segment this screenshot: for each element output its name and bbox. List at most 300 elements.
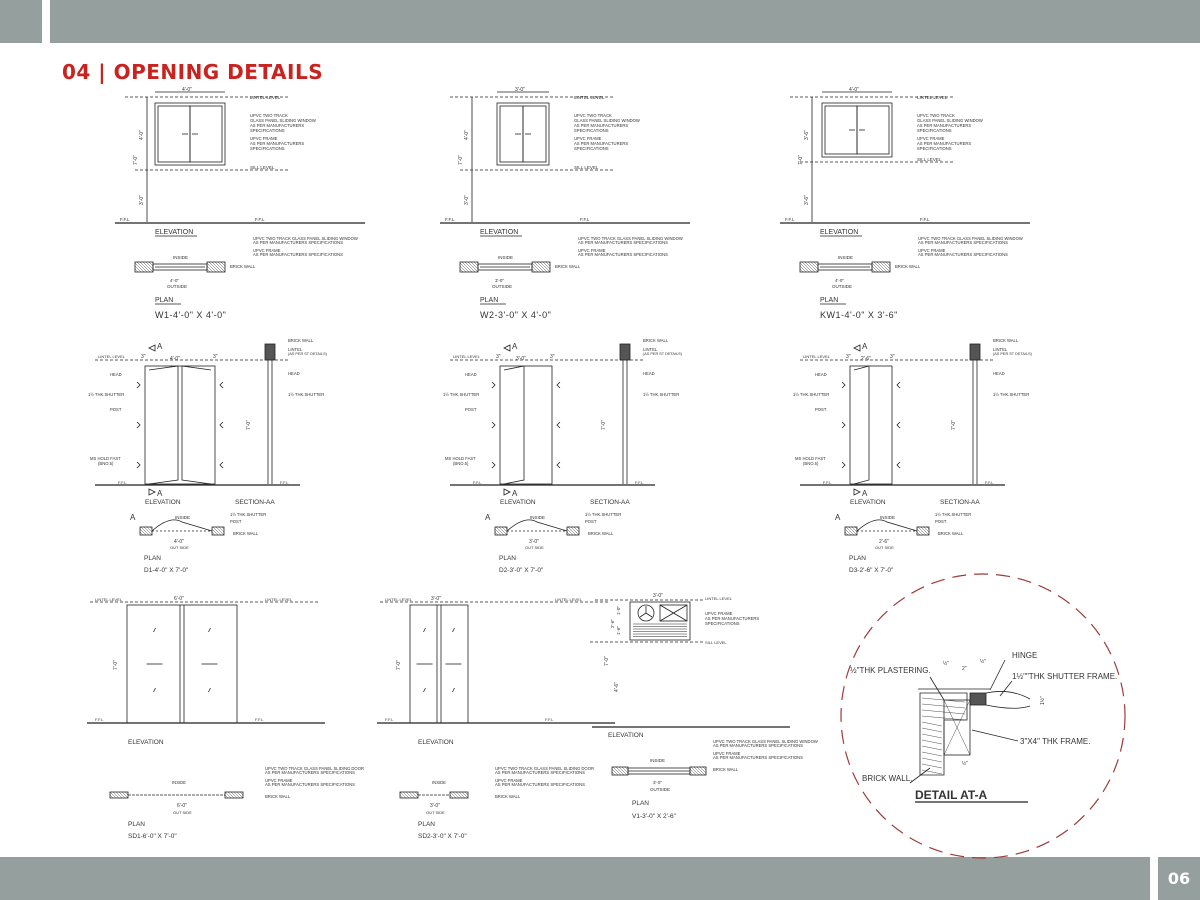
window-name: KW1-4'-0" X 3'-6" xyxy=(820,310,898,320)
hatch-line xyxy=(534,262,544,272)
section-marker-label: A xyxy=(157,342,163,351)
hatch-line xyxy=(122,792,128,798)
door-height-label: 7'-0" xyxy=(601,420,607,430)
plan-note: UPVC TWO TRACK GLASS PANEL SLIDING WINDOW xyxy=(578,236,683,241)
plan-note: UPVC FRAME xyxy=(713,751,741,756)
sd-height-label: 7'-0" xyxy=(113,660,119,670)
door-frame xyxy=(500,366,552,484)
hatch-line xyxy=(877,262,887,272)
head-label: HEAD xyxy=(288,371,300,376)
section-marker-label: A xyxy=(862,489,868,498)
lintel-ref-label: (AS PER ST DETAILS) xyxy=(643,352,682,356)
ms-hold-label: MS HOLD FAST xyxy=(795,456,826,461)
lintel-label: LINTEL xyxy=(288,347,303,352)
dim-label: ½" xyxy=(980,659,986,665)
ffl-label: F.F.L xyxy=(445,217,455,222)
shutter-label: 1½ THK.SHUTTER xyxy=(643,392,680,397)
hatch-line xyxy=(612,772,615,775)
ffl-label: F.F.L xyxy=(120,217,130,222)
shutter-label: 1½ THK.SHUTTER xyxy=(585,512,622,517)
page-title: 04 | OPENING DETAILS xyxy=(62,60,324,84)
hatch-line xyxy=(852,527,857,532)
hatch-line xyxy=(231,792,237,798)
hinge-label: HINGE xyxy=(1012,651,1038,660)
hatch-line xyxy=(412,792,418,798)
hatch-line xyxy=(400,795,403,798)
brick-wall-label: BRICK WALL xyxy=(495,794,521,799)
leader-hinge xyxy=(990,660,1005,690)
section-title: SECTION-AA xyxy=(940,499,980,506)
head-label: HEAD xyxy=(465,372,477,377)
lintel-level-label: LINTEL LEVEL xyxy=(705,596,732,601)
hatch-line xyxy=(495,532,498,535)
hatch-line xyxy=(119,792,125,798)
hinge-mark-left xyxy=(842,462,845,468)
wall-hatch-line xyxy=(922,734,942,738)
inside-label: INSIDE xyxy=(498,255,514,260)
post-label: POST xyxy=(935,519,947,524)
hatch-line xyxy=(147,527,152,532)
door-width-label: 2'-6" xyxy=(861,356,871,362)
dim-label: ½" xyxy=(943,661,949,667)
plan-title: PLAN xyxy=(632,800,649,807)
lintel-level-label: LINTEL LEVEL xyxy=(803,354,830,359)
ffl-label: F.F.L xyxy=(985,480,994,485)
sd-height-label: 7'-0" xyxy=(396,660,402,670)
post-label: POST xyxy=(230,519,242,524)
hatch-line xyxy=(845,532,848,535)
hatch-line xyxy=(700,767,706,773)
plan-title: PLAN xyxy=(144,555,161,562)
jamb-dimension: 3" xyxy=(496,354,501,360)
lintel-section xyxy=(620,344,630,360)
hinge-mark-left xyxy=(137,382,140,388)
plan-note: AS PER MANUFACTURERS SPECIFICATIONS xyxy=(265,782,355,787)
wall-hatch-line xyxy=(922,746,942,750)
hatch-line xyxy=(532,269,535,272)
brick-wall-label: BRICK WALL xyxy=(895,264,921,269)
lintel-section xyxy=(265,344,275,360)
note-specifications: SPECIFICATIONS xyxy=(250,128,285,133)
outside-label: OUT SIDE xyxy=(426,810,445,815)
total-height-label: 7'-0" xyxy=(458,155,464,165)
note-as-per: AS PER MANUFACTURERS xyxy=(705,616,760,621)
lintel-level-label: LINTEL LEVEL xyxy=(95,597,122,602)
wall-hatch-line xyxy=(922,710,965,714)
sill-level-label: SILL LEVEL xyxy=(250,165,275,170)
hatch-line xyxy=(567,532,570,535)
head-label: HEAD xyxy=(815,372,827,377)
hatch-line xyxy=(502,527,507,532)
plan-width-label: 4'-0" xyxy=(170,278,179,283)
sill-height-label: 3'-6" xyxy=(804,195,810,205)
brick-wall-label: BRICK WALL xyxy=(288,338,314,343)
hatch-line xyxy=(135,269,138,272)
ms-hold-label: MS HOLD FAST xyxy=(445,456,476,461)
outside-label: OUTSIDE xyxy=(650,787,671,792)
plan-note: UPVC TWO TRACK GLASS PANEL SLIDING WINDOW xyxy=(253,236,358,241)
hatch-line xyxy=(218,262,225,269)
section-title: SECTION-AA xyxy=(590,499,630,506)
hatch-line xyxy=(137,262,147,272)
hatch-line xyxy=(537,262,547,272)
hatch-line xyxy=(113,792,119,798)
ffl-label: F.F.L xyxy=(635,480,644,485)
shutter-curve xyxy=(986,705,1030,708)
hinge-mark-right xyxy=(897,382,900,388)
door-name: D1-4'-0" X 7'-0" xyxy=(144,567,189,574)
leader-frame xyxy=(972,730,1018,741)
sd-frame xyxy=(127,605,237,723)
sill-level-label: SILL LEVEL xyxy=(574,165,599,170)
window-name: W1-4'-0" X 4'-0" xyxy=(155,310,227,320)
hatch-line xyxy=(459,792,465,798)
hinge-mark-right xyxy=(557,422,560,428)
width-label: 3'-0" xyxy=(515,87,525,93)
brick-wall-label: BRICK WALL xyxy=(938,531,964,536)
ms-hold-label: (BNO.5) xyxy=(453,461,469,466)
hatch-line xyxy=(403,792,409,798)
section-marker-top xyxy=(504,345,510,351)
hatch-line xyxy=(140,532,143,535)
hatch-line xyxy=(625,767,628,770)
hinge-mark-right xyxy=(220,462,223,468)
lintel-level-label: LINTEL LEVEL xyxy=(574,95,605,100)
hinge-mark-left xyxy=(492,422,495,428)
vent-height: 2'-6" xyxy=(610,619,615,628)
plan-title: PLAN xyxy=(499,555,516,562)
hinge-mark-left xyxy=(137,462,140,468)
shutter-label: 1½ THK.SHUTTER xyxy=(793,392,830,397)
vent-sill: 4'-6" xyxy=(614,682,620,692)
wall-hatch-line xyxy=(922,764,942,768)
hatch-line xyxy=(543,262,550,269)
wall-hatch-line xyxy=(922,716,965,720)
outside-label: OUT SIDE xyxy=(170,545,189,550)
vent-part2: 1'-6" xyxy=(616,626,621,635)
elevation-title: ELEVATION xyxy=(500,499,536,506)
hinge-mark-left xyxy=(137,422,140,428)
height-label: 4'-0" xyxy=(139,130,145,140)
vent-width-label: 3'-0" xyxy=(653,593,663,599)
door-shutter-left xyxy=(504,366,524,484)
elevation-title: ELEVATION xyxy=(155,229,194,236)
door-swing xyxy=(507,520,567,531)
hatch-line xyxy=(532,266,538,272)
sd-plan-width: 6'-0" xyxy=(177,803,187,809)
plan-title: PLAN xyxy=(128,821,145,828)
note-as-per: AS PER MANUFACTURERS xyxy=(574,141,629,146)
hinge-mark-right xyxy=(557,462,560,468)
plan-note: UPVC FRAME xyxy=(265,778,293,783)
section-marker-bottom xyxy=(854,489,860,495)
plan-note: UPVC FRAME xyxy=(253,248,281,253)
elevation-title: ELEVATION xyxy=(128,739,164,746)
wall-hatch-line xyxy=(922,752,942,756)
sill-height-label: 3'-0" xyxy=(139,195,145,205)
hatch-line xyxy=(110,792,116,798)
ffl-label: F.F.L xyxy=(118,480,127,485)
plan-note: AS PER MANUFACTURERS SPECIFICATIONS xyxy=(918,252,1008,257)
outside-label: OUT SIDE xyxy=(173,810,192,815)
hatch-line xyxy=(400,792,406,798)
note-specifications: SPECIFICATIONS xyxy=(917,128,952,133)
hatch-line xyxy=(567,529,573,535)
hatch-line xyxy=(228,792,234,798)
note-as-per: AS PER MANUFACTURERS xyxy=(574,123,629,128)
plan-width-label: 4'-0" xyxy=(835,278,844,283)
hatch-line xyxy=(805,262,815,272)
lintel-level-label: LINTEL LEVEL xyxy=(917,95,948,100)
elevation-title: ELEVATION xyxy=(145,499,181,506)
sill-height-label: 3'-0" xyxy=(464,195,470,205)
shutter-label: 1½ THK.SHUTTER xyxy=(443,392,480,397)
glass-mark xyxy=(424,628,426,632)
frame-label: 3"X4" THK FRAME. xyxy=(1020,737,1091,746)
shutter-curve xyxy=(986,691,1030,699)
elevation-title: ELEVATION xyxy=(820,229,859,236)
hatch-line xyxy=(415,792,418,795)
elevation-title: ELEVATION xyxy=(418,739,454,746)
hatch-line xyxy=(872,269,875,272)
hinge-mark-left xyxy=(842,382,845,388)
hatch-line xyxy=(450,795,453,798)
door-height-label: 7'-0" xyxy=(951,420,957,430)
note-specifications: SPECIFICATIONS xyxy=(574,146,609,151)
leader-shutter xyxy=(1000,681,1012,696)
note-as-per: AS PER MANUFACTURERS xyxy=(250,123,305,128)
hatch-line xyxy=(883,262,890,269)
sill-level-label: SILL LEVEL xyxy=(917,157,942,162)
section-title: SECTION-AA xyxy=(235,499,275,506)
plastering-label: ½"THK PLASTERING. xyxy=(850,666,931,675)
plan-note: AS PER MANUFACTURERS SPECIFICATIONS xyxy=(578,252,668,257)
inside-label: INSIDE xyxy=(880,515,896,520)
door-name: D3-2'-6" X 7'-0" xyxy=(849,567,894,574)
hatch-line xyxy=(234,792,240,798)
note-upvc-track: UPVC TWO TRACK xyxy=(917,113,955,118)
hatch-line xyxy=(207,266,213,272)
hatch-line xyxy=(612,769,618,775)
post-label: POST xyxy=(815,407,827,412)
plan-note: AS PER MANUFACTURERS SPECIFICATIONS xyxy=(253,252,343,257)
detail-circle xyxy=(841,574,1125,858)
plan-width-label: 3'-0" xyxy=(495,278,504,283)
door-shutter-right xyxy=(182,366,211,484)
ffl-label: F.F.L xyxy=(580,217,590,222)
jamb-dimension: 3" xyxy=(550,354,555,360)
inside-label: INSIDE xyxy=(172,780,186,785)
glass-mark xyxy=(209,628,211,632)
vent-name: V1-3'-0" X 2'-6" xyxy=(632,813,676,820)
elevation-title: ELEVATION xyxy=(480,229,519,236)
wall-hatch-line xyxy=(922,740,942,744)
hinge-mark-right xyxy=(897,462,900,468)
vent-part1: 1'-0" xyxy=(616,606,621,615)
section-marker-label: A xyxy=(485,513,491,522)
inside-label: INSIDE xyxy=(175,515,191,520)
hatch-line xyxy=(406,792,412,798)
ffl-label: F.F.L xyxy=(785,217,795,222)
lintel-level-label: LINTEL LEVEL xyxy=(265,597,292,602)
hatch-line xyxy=(225,795,228,798)
fan-blade xyxy=(640,613,646,617)
door-plan-width: 4'-0" xyxy=(174,539,184,545)
sill-level-label: SILL LEVEL xyxy=(705,640,727,645)
lintel-label: LINTEL xyxy=(643,347,658,352)
wall-hatch-line xyxy=(922,758,942,762)
glass-mark xyxy=(424,688,426,692)
total-height-label: 7'-0" xyxy=(133,155,139,165)
hatch-line xyxy=(146,262,153,269)
hinge-mark-left xyxy=(842,422,845,428)
plan-note: AS PER MANUFACTURERS SPECIFICATIONS xyxy=(713,743,803,748)
plan-note: UPVC FRAME xyxy=(495,778,523,783)
glass-mark xyxy=(453,688,455,692)
hatch-line xyxy=(690,769,696,775)
inside-label: INSIDE xyxy=(173,255,189,260)
hatch-line xyxy=(125,792,128,795)
plan-title: PLAN xyxy=(849,555,866,562)
width-label: 4'-0" xyxy=(849,87,859,93)
shutter-frame-label: 1½""THK SHUTTER FRAME. xyxy=(1012,672,1118,681)
inside-label: INSIDE xyxy=(838,255,854,260)
page-number: 06 xyxy=(1167,869,1191,888)
head-label: HEAD xyxy=(110,372,122,377)
hatch-line xyxy=(143,262,153,272)
ffl-label: F.F.L xyxy=(385,717,394,722)
plan-note: UPVC FRAME xyxy=(918,248,946,253)
plan-note: UPVC TWO TRACK GLASS PANEL SLIDING DOOR xyxy=(495,766,594,771)
post-label: POST xyxy=(585,519,597,524)
jamb-dimension: 3" xyxy=(213,354,218,360)
brick-wall-label: BRICK WALL xyxy=(643,338,669,343)
note-as-per: AS PER MANUFACTURERS xyxy=(250,141,305,146)
plan-note: AS PER MANUFACTURERS SPECIFICATIONS xyxy=(253,240,343,245)
hatch-line xyxy=(450,792,456,798)
plan-note: UPVC FRAME xyxy=(578,248,606,253)
dim-label: ½" xyxy=(962,761,968,767)
hatch-line xyxy=(219,527,224,532)
note-specifications: SPECIFICATIONS xyxy=(705,621,740,626)
door-height-label: 7'-0" xyxy=(246,420,252,430)
hatch-line xyxy=(540,262,550,272)
note-as-per: AS PER MANUFACTURERS xyxy=(917,141,972,146)
inside-label: INSIDE xyxy=(432,780,446,785)
hatch-line xyxy=(207,269,210,272)
hatch-line xyxy=(215,262,225,272)
lintel-level-label: LINTEL LEVEL xyxy=(385,597,412,602)
outside-label: OUT SIDE xyxy=(875,545,894,550)
hatch-line xyxy=(872,266,878,272)
hatch-line xyxy=(917,529,923,535)
door-swing xyxy=(152,520,212,531)
brick-wall-label: BRICK WALL xyxy=(555,264,581,269)
note-specifications: SPECIFICATIONS xyxy=(574,128,609,133)
plan-note: AS PER MANUFACTURERS SPECIFICATIONS xyxy=(265,770,355,775)
plan-note: UPVC TWO TRACK GLASS PANEL SLIDING WINDOW xyxy=(713,739,818,744)
wall-hatch-line xyxy=(922,704,965,708)
sd-width-label: 3'-0" xyxy=(431,596,441,602)
lintel-level-label: LINTEL LEVEL xyxy=(555,597,582,602)
hatch-line xyxy=(237,792,243,798)
hatch-line xyxy=(703,767,706,770)
hatch-line xyxy=(880,262,890,272)
hatch-line xyxy=(409,792,415,798)
plan-title: PLAN xyxy=(155,297,174,304)
hatch-line xyxy=(225,792,231,798)
door-plan-width: 3'-0" xyxy=(529,539,539,545)
hatch-line xyxy=(465,262,475,272)
inside-label: INSIDE xyxy=(650,758,666,763)
brick-wall-label: BRICK WALL xyxy=(230,264,256,269)
detail-title: DETAIL AT-A xyxy=(915,788,988,802)
hatch-line xyxy=(874,262,884,272)
section-marker-top xyxy=(149,345,155,351)
door-width-label: 4'-0" xyxy=(170,356,180,362)
section-marker-label: A xyxy=(835,513,841,522)
door-frame xyxy=(145,366,215,484)
note-upvc-frame: UPVC FRAME xyxy=(917,136,945,141)
ffl-label: F.F.L xyxy=(823,480,832,485)
post-label: POST xyxy=(110,407,122,412)
head-label: HEAD xyxy=(643,371,655,376)
sd-name: SD2-3'-0" X 7'-0" xyxy=(418,833,467,840)
hinge-mark-right xyxy=(220,382,223,388)
hatch-line xyxy=(468,262,478,272)
sd-width-label: 6'-0" xyxy=(174,596,184,602)
hatch-line xyxy=(460,269,463,272)
note-upvc-track: UPVC TWO TRACK xyxy=(250,113,288,118)
shutter-label: 1½ THK.SHUTTER xyxy=(288,392,325,397)
elevation-title: ELEVATION xyxy=(850,499,886,506)
hatch-line xyxy=(471,262,478,269)
hatch-line xyxy=(212,532,215,535)
hatch-line xyxy=(924,527,929,532)
brick-wall-label: BRICK WALL xyxy=(993,338,1019,343)
lintel-ref-label: (AS PER ST DETAILS) xyxy=(993,352,1032,356)
hatch-line xyxy=(802,262,812,272)
hatch-line xyxy=(622,767,628,773)
note-as-per: AS PER MANUFACTURERS xyxy=(917,123,972,128)
wall-hatch-line xyxy=(922,722,942,726)
door-plan-width: 2'-6" xyxy=(879,539,889,545)
window-name: W2-3'-0" X 4'-0" xyxy=(480,310,552,320)
hatch-line xyxy=(845,529,851,535)
note-upvc-track: UPVC TWO TRACK xyxy=(574,113,612,118)
height-label: 4'-0" xyxy=(464,130,470,140)
ffl-label: F.F.L xyxy=(255,217,265,222)
door-width-label: 3'-0" xyxy=(516,356,526,362)
hatch-line xyxy=(212,529,218,535)
plan-note: UPVC TWO TRACK GLASS PANEL SLIDING DOOR xyxy=(265,766,364,771)
door-shutter-left xyxy=(149,366,178,484)
note-specifications: SPECIFICATIONS xyxy=(250,146,285,151)
jamb-dimension: 3" xyxy=(141,354,146,360)
plan-note: UPVC TWO TRACK GLASS PANEL SLIDING WINDOW xyxy=(918,236,1023,241)
note-upvc-frame: UPVC FRAME xyxy=(250,136,278,141)
glass-mark xyxy=(453,628,455,632)
section-marker-bottom xyxy=(504,489,510,495)
outside-label: OUTSIDE xyxy=(492,284,513,289)
plan-note: AS PER MANUFACTURERS SPECIFICATIONS xyxy=(918,240,1008,245)
jamb-dimension: 3" xyxy=(846,354,851,360)
ffl-label: F.F.L xyxy=(920,217,930,222)
note-glass-panel: GLASS PANEL SLIDING WINDOW xyxy=(917,118,983,123)
lintel-level-label: LINTEL LEVEL xyxy=(453,354,480,359)
hatch-line xyxy=(462,792,468,798)
hatch-line xyxy=(800,266,806,272)
